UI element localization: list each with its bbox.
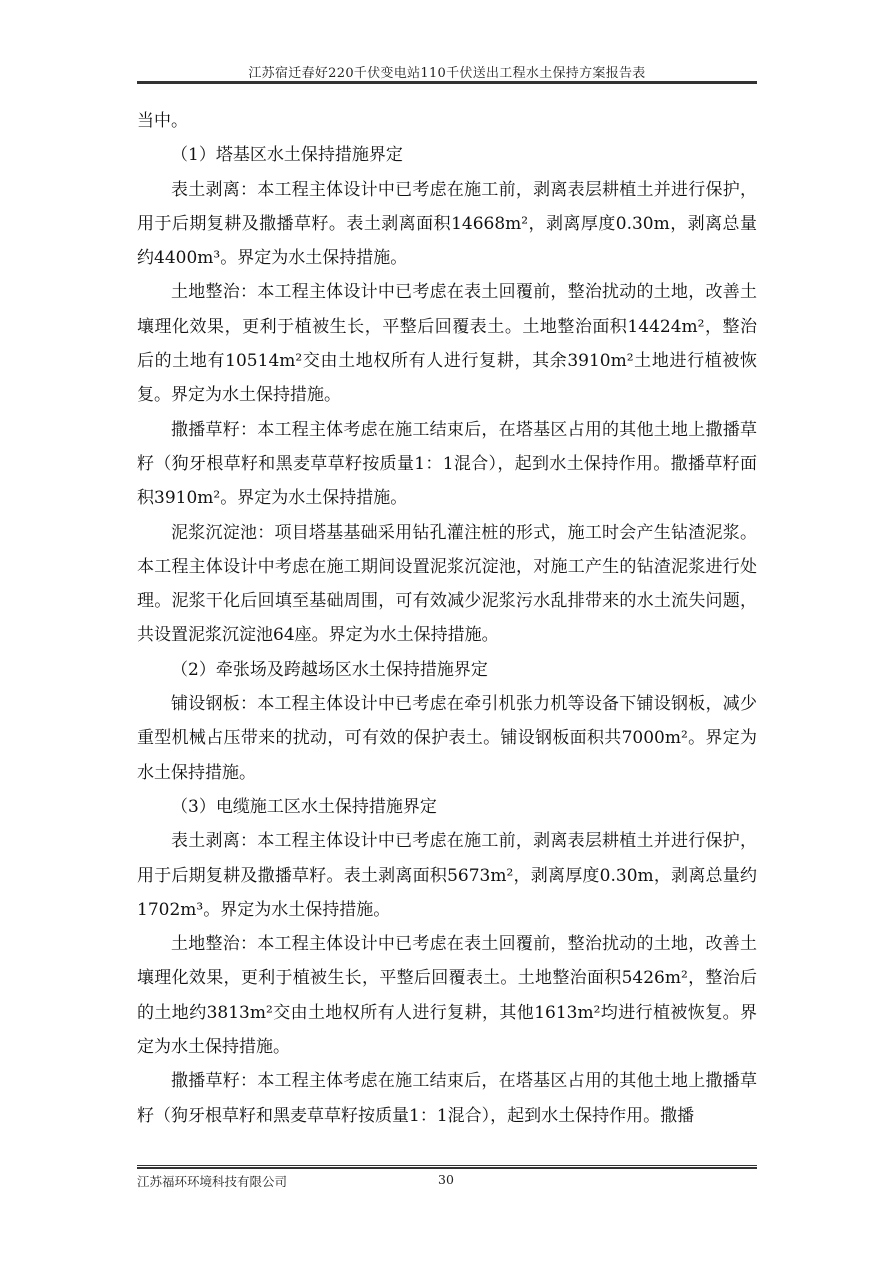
page-body [137,104,757,1133]
body-paragraph: 撒播草籽：本工程主体考虑在施工结束后，在塔基区占用的其他土地上撒播草籽（狗牙根草籽和黑麦草草籽按质量1：1混合），起到水土保持作用。撒播草籽面积3910m²。界定为水土保持措施。 [137,419,757,509]
page-number: 30 [438,1172,454,1187]
footer-divider [137,1165,757,1169]
body-paragraph: 铺设钢板：本工程主体设计中已考虑在牵引机张力机等设备下铺设钢板，减少重型机械占压带来的扰动，可有效的保护表土。铺设钢板面积共7000m²。界定为水土保持措施。 [137,694,757,783]
body-paragraph: 表土剥离：本工程主体设计中已考虑在施工前，剥离表层耕植土并进行保护，用于后期复耕及撒播草籽。表土剥离面积14668m²，剥离厚度0.30m，剥离总量约4400m³。界定为水土保持措施。 [137,179,757,269]
running-header: 江苏宿迁春好220千伏变电站110千伏送出工程水土保持方案报告表 [248,66,646,81]
body-paragraph: 土地整治：本工程主体设计中已考虑在表土回覆前，整治扰动的土地，改善土壤理化效果，更利于植被生长，平整后回覆表土。土地整治面积5426m²，整治后的土地约3813m²交由土地权所有人进行复耕，其他1613m²均进行植被恢复。界定为水土保持措施。 [137,934,757,1058]
body-paragraph: 土地整治：本工程主体设计中已考虑在表土回覆前，整治扰动的土地，改善土壤理化效果，更利于植被生长，平整后回覆表土。土地整治面积14424m²，整治后的土地有10514m²交由土地权所有人进行复耕，其余3910m²土地进行植被恢复。界定为水土保持措施。 [137,282,757,406]
body-paragraph: 泥浆沉淀池：项目塔基基础采用钻孔灌注桩的形式，施工时会产生钻渣泥浆。本工程主体设计中考虑在施工期间设置泥浆沉淀池，对施工产生的钻渣泥浆进行处理。泥浆干化后回填至基础周围，可有效减少泥浆污水乱排带来的水土流失问题，共设置泥浆沉淀池64座。界定为水土保持措施。 [137,522,757,646]
body-paragraph: 表土剥离：本工程主体设计中已考虑在施工前，剥离表层耕植土并进行保护，用于后期复耕及撒播草籽。表土剥离面积5673m²，剥离厚度0.30m，剥离总量约1702m³。界定为水土保持措施。 [137,831,757,920]
footer-company: 江苏福环环境科技有限公司 [137,1174,288,1189]
body-paragraph: 当中。 [137,111,188,131]
header-divider [137,81,757,84]
section-heading-tower-base: （1）塔基区水土保持措施界定 [171,145,403,166]
section-heading-tension-field: （2）牵张场及跨越场区水土保持措施界定 [171,659,488,680]
body-paragraph: 撒播草籽：本工程主体考虑在施工结束后，在塔基区占用的其他土地上撒播草籽（狗牙根草籽和黑麦草草籽按质量1：1混合），起到水土保持作用。撒播 [137,1071,757,1126]
section-heading-cable-construction: （3）电缆施工区水土保持措施界定 [171,796,437,817]
